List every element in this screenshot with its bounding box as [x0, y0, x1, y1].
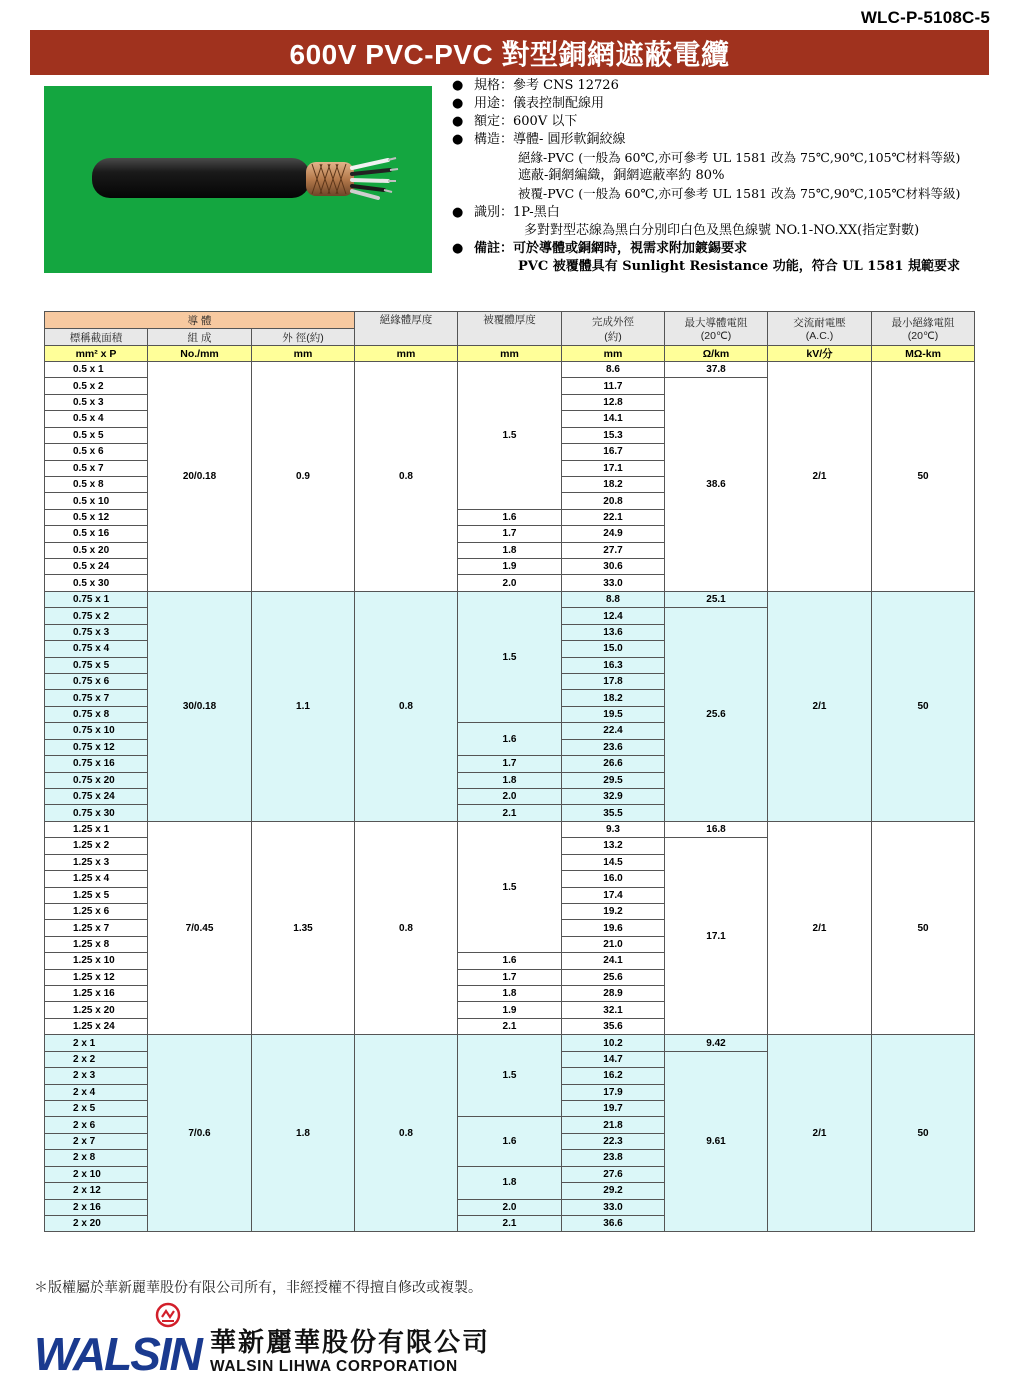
unit-cell: mm — [252, 346, 355, 362]
nominal-size-cell: 0.5 x 8 — [45, 476, 148, 492]
header-jacket-thickness: 被覆體厚度 — [458, 312, 562, 346]
nominal-size-cell: 1.25 x 12 — [45, 969, 148, 985]
company-name-english: WALSIN LIHWA CORPORATION — [210, 1358, 458, 1375]
composition-cell: 7/0.45 — [148, 821, 252, 1034]
nominal-size-cell: 1.25 x 16 — [45, 986, 148, 1002]
nominal-size-cell: 0.5 x 3 — [45, 394, 148, 410]
unit-cell: No./mm — [148, 346, 252, 362]
finished-od-cell: 10.2 — [562, 1035, 665, 1051]
finished-od-cell: 18.2 — [562, 476, 665, 492]
jacket-thickness-cell: 1.7 — [458, 756, 562, 772]
finished-od-cell: 14.7 — [562, 1051, 665, 1067]
size-group — [45, 1035, 975, 1232]
nominal-size-cell: 1.25 x 7 — [45, 920, 148, 936]
header-max-resistance: 最大導體電阻 (20℃) — [665, 312, 768, 346]
nominal-size-cell: 0.75 x 8 — [45, 706, 148, 722]
nominal-size-cell: 0.5 x 16 — [45, 526, 148, 542]
spec-identification-detail: 多對對型芯線為黑白分別印白色及黑色線號 NO.1-NO.XX(指定對數) — [524, 223, 920, 238]
nominal-size-cell: 0.75 x 16 — [45, 756, 148, 772]
insulation-resistance-cell: 50 — [872, 1035, 975, 1232]
nominal-size-cell: 1.25 x 10 — [45, 953, 148, 969]
insulation-resistance-cell: 50 — [872, 362, 975, 592]
finished-od-cell: 22.3 — [562, 1133, 665, 1149]
ac-withstand-cell: 2/1 — [768, 821, 872, 1034]
composition-cell: 7/0.6 — [148, 1035, 252, 1232]
finished-od-cell: 17.1 — [562, 460, 665, 476]
unit-cell: mm² x P — [45, 346, 148, 362]
nominal-size-cell: 0.75 x 5 — [45, 657, 148, 673]
finished-od-cell: 16.3 — [562, 657, 665, 673]
nominal-size-cell: 0.75 x 3 — [45, 624, 148, 640]
nominal-size-cell: 0.5 x 10 — [45, 493, 148, 509]
finished-od-cell: 18.2 — [562, 690, 665, 706]
finished-od-cell: 15.0 — [562, 641, 665, 657]
jacket-thickness-cell: 1.5 — [458, 821, 562, 952]
finished-od-cell: 14.5 — [562, 854, 665, 870]
outer-diameter-cell: 1.8 — [252, 1035, 355, 1232]
resistance-cell: 37.8 — [665, 362, 768, 378]
nominal-size-cell: 2 x 6 — [45, 1117, 148, 1133]
nominal-size-cell: 2 x 20 — [45, 1215, 148, 1231]
finished-od-cell: 33.0 — [562, 1199, 665, 1215]
nominal-size-cell: 1.25 x 8 — [45, 936, 148, 952]
nominal-size-cell: 1.25 x 5 — [45, 887, 148, 903]
spec-rating: ● 額定：600V 以下 — [452, 114, 578, 129]
finished-od-cell: 19.2 — [562, 903, 665, 919]
header-conductor: 導 體 — [45, 312, 355, 329]
jacket-thickness-cell: 1.8 — [458, 772, 562, 788]
title-bar — [30, 30, 989, 75]
table-row — [45, 591, 975, 607]
nominal-size-cell: 2 x 10 — [45, 1166, 148, 1182]
finished-od-cell: 17.9 — [562, 1084, 665, 1100]
finished-od-cell: 25.6 — [562, 969, 665, 985]
finished-od-cell: 26.6 — [562, 756, 665, 772]
insulation-thickness-cell: 0.8 — [355, 362, 458, 592]
table-row — [45, 821, 975, 837]
jacket-thickness-cell: 1.8 — [458, 1166, 562, 1199]
jacket-thickness-cell: 1.6 — [458, 723, 562, 756]
finished-od-cell: 8.8 — [562, 591, 665, 607]
spec-table — [44, 311, 975, 1232]
header-finished-od: 完成外徑 (約) — [562, 312, 665, 346]
finished-od-cell: 27.6 — [562, 1166, 665, 1182]
finished-od-cell: 23.8 — [562, 1150, 665, 1166]
nominal-size-cell: 0.75 x 2 — [45, 608, 148, 624]
outer-diameter-cell: 1.1 — [252, 591, 355, 821]
nominal-size-cell: 0.75 x 30 — [45, 805, 148, 821]
spec-construction: ● 構造：導體- 圓形軟銅絞線 — [452, 132, 626, 147]
company-name-chinese: 華新麗華股份有限公司 — [210, 1328, 491, 1358]
finished-od-cell: 17.8 — [562, 674, 665, 690]
finished-od-cell: 16.2 — [562, 1068, 665, 1084]
jacket-thickness-cell: 1.7 — [458, 969, 562, 985]
jacket-thickness-cell: 2.0 — [458, 788, 562, 804]
copyright-notice: ＊版權屬於華新麗華股份有限公司所有，非經授權不得擅自修改或複製。 — [34, 1279, 482, 1295]
finished-od-cell: 24.9 — [562, 526, 665, 542]
header-nominal-area: 標稱截面積 — [45, 329, 148, 346]
size-group — [45, 362, 975, 592]
nominal-size-cell: 0.75 x 7 — [45, 690, 148, 706]
finished-od-cell: 30.6 — [562, 559, 665, 575]
ac-withstand-cell: 2/1 — [768, 1035, 872, 1232]
nominal-size-cell: 2 x 5 — [45, 1100, 148, 1116]
nominal-size-cell: 1.25 x 24 — [45, 1018, 148, 1034]
finished-od-cell: 16.7 — [562, 444, 665, 460]
jacket-thickness-cell: 2.1 — [458, 1018, 562, 1034]
finished-od-cell: 23.6 — [562, 739, 665, 755]
cable-illustration — [44, 86, 432, 273]
header-insulation-thickness: 絕緣體厚度 — [355, 312, 458, 346]
jacket-thickness-cell: 1.9 — [458, 559, 562, 575]
unit-cell: Ω/km — [665, 346, 768, 362]
nominal-size-cell: 0.5 x 6 — [45, 444, 148, 460]
finished-od-cell: 19.7 — [562, 1100, 665, 1116]
insulation-thickness-cell: 0.8 — [355, 821, 458, 1034]
nominal-size-cell: 0.5 x 2 — [45, 378, 148, 394]
nominal-size-cell: 0.75 x 6 — [45, 674, 148, 690]
finished-od-cell: 24.1 — [562, 953, 665, 969]
nominal-size-cell: 0.5 x 1 — [45, 362, 148, 378]
nominal-size-cell: 0.75 x 4 — [45, 641, 148, 657]
nominal-size-cell: 0.75 x 1 — [45, 591, 148, 607]
jacket-thickness-cell: 1.5 — [458, 1035, 562, 1117]
walsin-emblem-icon — [155, 1302, 181, 1328]
page-title: 600V PVC-PVC 對型銅網遮蔽電纜 — [289, 38, 730, 70]
header-min-insulation-resistance: 最小絕緣電阻 (20℃) — [872, 312, 975, 346]
finished-od-cell: 36.6 — [562, 1215, 665, 1231]
finished-od-cell: 14.1 — [562, 411, 665, 427]
nominal-size-cell: 2 x 8 — [45, 1150, 148, 1166]
composition-cell: 20/0.18 — [148, 362, 252, 592]
header-composition: 組 成 — [148, 329, 252, 346]
ac-withstand-cell: 2/1 — [768, 362, 872, 592]
spec-insulation: 絕緣-PVC (一般為 60℃,亦可參考 UL 1581 改為 75℃,90℃,105℃材料等級) — [518, 150, 961, 165]
finished-od-cell: 8.6 — [562, 362, 665, 378]
jacket-thickness-cell: 2.0 — [458, 575, 562, 591]
finished-od-cell: 29.2 — [562, 1183, 665, 1199]
nominal-size-cell: 0.75 x 12 — [45, 739, 148, 755]
nominal-size-cell: 0.5 x 24 — [45, 559, 148, 575]
finished-od-cell: 32.9 — [562, 788, 665, 804]
nominal-size-cell: 0.5 x 30 — [45, 575, 148, 591]
jacket-thickness-cell: 2.0 — [458, 1199, 562, 1215]
finished-od-cell: 13.6 — [562, 624, 665, 640]
insulation-resistance-cell: 50 — [872, 821, 975, 1034]
spec-remark: ● 備註：可於導體或銅網時，視需求附加鍍錫要求 — [452, 241, 748, 256]
finished-od-cell: 15.3 — [562, 427, 665, 443]
jacket-thickness-cell: 2.1 — [458, 805, 562, 821]
spec-standard: ● 規格：參考 CNS 12726 — [452, 78, 619, 93]
jacket-thickness-cell: 1.6 — [458, 1117, 562, 1166]
nominal-size-cell: 0.5 x 5 — [45, 427, 148, 443]
jacket-thickness-cell: 1.6 — [458, 953, 562, 969]
header-outer-diameter: 外 徑(約) — [252, 329, 355, 346]
nominal-size-cell: 0.5 x 12 — [45, 509, 148, 525]
nominal-size-cell: 1.25 x 1 — [45, 821, 148, 837]
resistance-cell: 9.61 — [665, 1051, 768, 1232]
finished-od-cell: 22.4 — [562, 723, 665, 739]
nominal-size-cell: 1.25 x 20 — [45, 1002, 148, 1018]
finished-od-cell: 19.6 — [562, 920, 665, 936]
table-row — [45, 1035, 975, 1051]
spec-jacket: 被覆-PVC (一般為 60℃,亦可參考 UL 1581 改為 75℃,90℃,105℃材料等級) — [518, 186, 961, 201]
insulation-thickness-cell: 0.8 — [355, 1035, 458, 1232]
resistance-cell: 25.1 — [665, 591, 768, 607]
finished-od-cell: 21.0 — [562, 936, 665, 952]
finished-od-cell: 33.0 — [562, 575, 665, 591]
company-logo — [34, 1302, 504, 1382]
logo-wordmark: WALSIN — [34, 1328, 201, 1380]
table-row — [45, 362, 975, 378]
unit-cell: mm — [355, 346, 458, 362]
finished-od-cell: 32.1 — [562, 1002, 665, 1018]
resistance-cell: 9.42 — [665, 1035, 768, 1051]
nominal-size-cell: 0.5 x 4 — [45, 411, 148, 427]
outer-diameter-cell: 0.9 — [252, 362, 355, 592]
insulation-resistance-cell: 50 — [872, 591, 975, 821]
nominal-size-cell: 1.25 x 4 — [45, 871, 148, 887]
unit-cell: mm — [458, 346, 562, 362]
resistance-cell: 38.6 — [665, 378, 768, 591]
composition-cell: 30/0.18 — [148, 591, 252, 821]
nominal-size-cell: 0.75 x 10 — [45, 723, 148, 739]
jacket-thickness-cell: 2.1 — [458, 1215, 562, 1231]
insulation-thickness-cell: 0.8 — [355, 591, 458, 821]
nominal-size-cell: 0.75 x 24 — [45, 788, 148, 804]
resistance-cell: 25.6 — [665, 608, 768, 821]
unit-cell: kV/分 — [768, 346, 872, 362]
nominal-size-cell: 2 x 1 — [45, 1035, 148, 1051]
finished-od-cell: 35.5 — [562, 805, 665, 821]
nominal-size-cell: 1.25 x 6 — [45, 903, 148, 919]
nominal-size-cell: 1.25 x 2 — [45, 838, 148, 854]
finished-od-cell: 17.4 — [562, 887, 665, 903]
nominal-size-cell: 2 x 2 — [45, 1051, 148, 1067]
jacket-thickness-cell: 1.7 — [458, 526, 562, 542]
nominal-size-cell: 1.25 x 3 — [45, 854, 148, 870]
jacket-thickness-cell: 1.5 — [458, 591, 562, 722]
finished-od-cell: 9.3 — [562, 821, 665, 837]
unit-cell: MΩ-km — [872, 346, 975, 362]
jacket-thickness-cell: 1.9 — [458, 1002, 562, 1018]
finished-od-cell: 22.1 — [562, 509, 665, 525]
unit-cell: mm — [562, 346, 665, 362]
finished-od-cell: 27.7 — [562, 542, 665, 558]
nominal-size-cell: 0.75 x 20 — [45, 772, 148, 788]
outer-diameter-cell: 1.35 — [252, 821, 355, 1034]
spec-usage: ● 用途：儀表控制配線用 — [452, 96, 605, 111]
jacket-thickness-cell: 1.5 — [458, 362, 562, 510]
document-code: WLC-P-5108C-5 — [860, 8, 990, 27]
finished-od-cell: 16.0 — [562, 871, 665, 887]
nominal-size-cell: 2 x 3 — [45, 1068, 148, 1084]
header-ac-withstand: 交流耐電壓 (A.C.) — [768, 312, 872, 346]
nominal-size-cell: 0.5 x 7 — [45, 460, 148, 476]
finished-od-cell: 21.8 — [562, 1117, 665, 1133]
jacket-thickness-cell: 1.8 — [458, 542, 562, 558]
nominal-size-cell: 2 x 7 — [45, 1133, 148, 1149]
finished-od-cell: 11.7 — [562, 378, 665, 394]
finished-od-cell: 29.5 — [562, 772, 665, 788]
finished-od-cell: 35.6 — [562, 1018, 665, 1034]
finished-od-cell: 12.8 — [562, 394, 665, 410]
size-group — [45, 821, 975, 1034]
spec-shield: 遮蔽-銅網編織，銅網遮蔽率約 80% — [518, 168, 725, 183]
resistance-cell: 16.8 — [665, 821, 768, 837]
cable-photo — [44, 86, 432, 273]
finished-od-cell: 19.5 — [562, 706, 665, 722]
nominal-size-cell: 2 x 16 — [45, 1199, 148, 1215]
finished-od-cell: 13.2 — [562, 838, 665, 854]
size-group — [45, 591, 975, 821]
spec-identification: ● 識別：1P-黑白 — [452, 205, 560, 220]
ac-withstand-cell: 2/1 — [768, 591, 872, 821]
spec-remark-detail: PVC 被覆體具有 Sunlight Resistance 功能，符合 UL 1581 規範要求 — [518, 259, 960, 274]
finished-od-cell: 20.8 — [562, 493, 665, 509]
finished-od-cell: 28.9 — [562, 986, 665, 1002]
nominal-size-cell: 2 x 12 — [45, 1183, 148, 1199]
jacket-thickness-cell: 1.8 — [458, 986, 562, 1002]
resistance-cell: 17.1 — [665, 838, 768, 1035]
nominal-size-cell: 0.5 x 20 — [45, 542, 148, 558]
jacket-thickness-cell: 1.6 — [458, 509, 562, 525]
finished-od-cell: 12.4 — [562, 608, 665, 624]
nominal-size-cell: 2 x 4 — [45, 1084, 148, 1100]
